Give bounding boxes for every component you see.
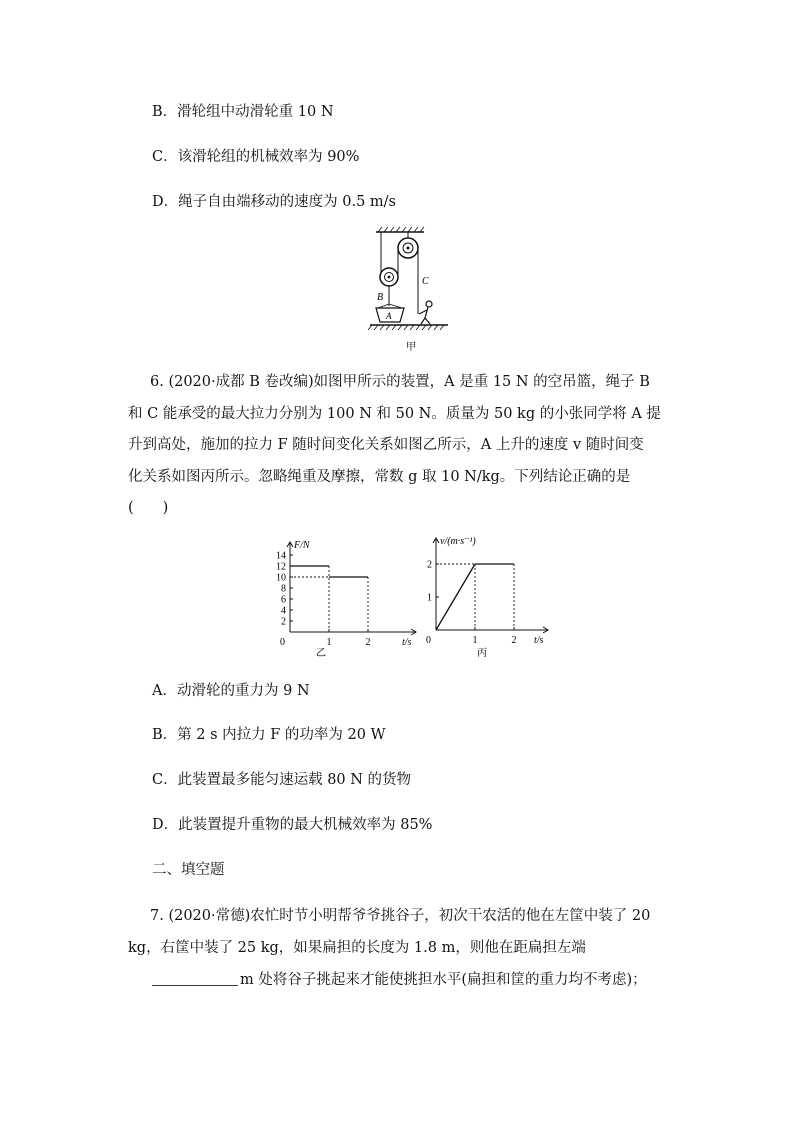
- x-tick-label: 1: [326, 637, 332, 648]
- y-tick-label: 12: [276, 561, 286, 573]
- x-tick-label: 1: [472, 635, 478, 646]
- graph-bing-velocity-time: [420, 534, 560, 660]
- chart-caption: 乙: [316, 648, 326, 659]
- label-c: C: [422, 276, 429, 287]
- chart-caption: 丙: [477, 648, 487, 659]
- q7-line2: kg，右筐中装了 25 kg，如果扁担的长度为 1.8 m，则他在距扁担左端: [128, 940, 586, 956]
- q7-line3: m 处将谷子挑起来才能使挑担水平(扁担和筐的重力均不考虑)；: [240, 972, 647, 988]
- option-c-prev: C．该滑轮组的机械效率为 90%: [152, 149, 360, 165]
- y-tick-label: 2: [281, 616, 286, 628]
- question-7: [128, 900, 676, 996]
- q6-line1: 6. (2020·成都 B 卷改编)如图甲所示的装置，A 是重 15 N 的空吊篮，绳子 B: [150, 374, 650, 390]
- x-axis-label: t/s: [534, 635, 544, 646]
- y-tick-label: 2: [427, 559, 432, 571]
- x-tick-label: 2: [511, 635, 517, 646]
- label-a: A: [386, 311, 392, 321]
- y-axis-label: F/N: [294, 540, 310, 551]
- y-tick-label: 14: [276, 550, 286, 562]
- q7-line1: 7. (2020·常德)农忙时节小明帮爷爷挑谷子，初次干农活的他在左筐中装了 20: [150, 908, 651, 924]
- q6-line4: 化关系如图丙所示。忽略绳重及摩擦，常数 g 取 10 N/kg。下列结论正确的是: [128, 468, 631, 485]
- y-tick-label: 8: [281, 583, 286, 595]
- q6-line3: 升到高处，施加的拉力 F 随时间变化关系如图乙所示，A 上升的速度 v 随时间变: [128, 437, 644, 453]
- q6-option-b: B．第 2 s 内拉力 F 的功率为 20 W: [152, 727, 386, 743]
- pulley-figure: [368, 226, 458, 356]
- q6-option-c: C．此装置最多能匀速运载 80 N 的货物: [152, 772, 412, 788]
- y-tick-label: 6: [281, 594, 286, 606]
- q6-option-a: A．动滑轮的重力为 9 N: [152, 683, 310, 699]
- velocity-ramp-line: [436, 564, 475, 630]
- x-tick-label: 2: [365, 637, 371, 648]
- origin-label: 0: [426, 635, 431, 646]
- q6-line2: 和 C 能承受的最大拉力分别为 100 N 和 50 N。质量为 50 kg 的小张同学将 A 提: [128, 405, 661, 422]
- person-figure: [419, 301, 432, 324]
- section-heading: 二、填空题: [152, 862, 225, 878]
- y-tick-label: 10: [276, 572, 286, 584]
- answer-bracket: ( ): [128, 500, 169, 516]
- y-axis-label: v/(m·s⁻¹): [440, 536, 476, 547]
- graph-yi-force-time: [262, 536, 422, 660]
- answer-blank[interactable]: [152, 970, 238, 986]
- x-axis-label: t/s: [402, 637, 412, 648]
- option-d-prev: D．绳子自由端移动的速度为 0.5 m/s: [152, 194, 396, 210]
- q7-line3-wrap: [128, 964, 676, 996]
- origin-label: 0: [280, 637, 285, 648]
- y-tick-label: 1: [427, 592, 432, 604]
- figure-caption-jia: 甲: [406, 342, 416, 353]
- y-tick-label: 4: [281, 605, 286, 617]
- label-b: B: [377, 292, 384, 303]
- option-b-prev: B．滑轮组中动滑轮重 10 N: [152, 104, 334, 120]
- q6-option-d: D．此装置提升重物的最大机械效率为 85%: [152, 817, 433, 833]
- question-6: [128, 367, 676, 525]
